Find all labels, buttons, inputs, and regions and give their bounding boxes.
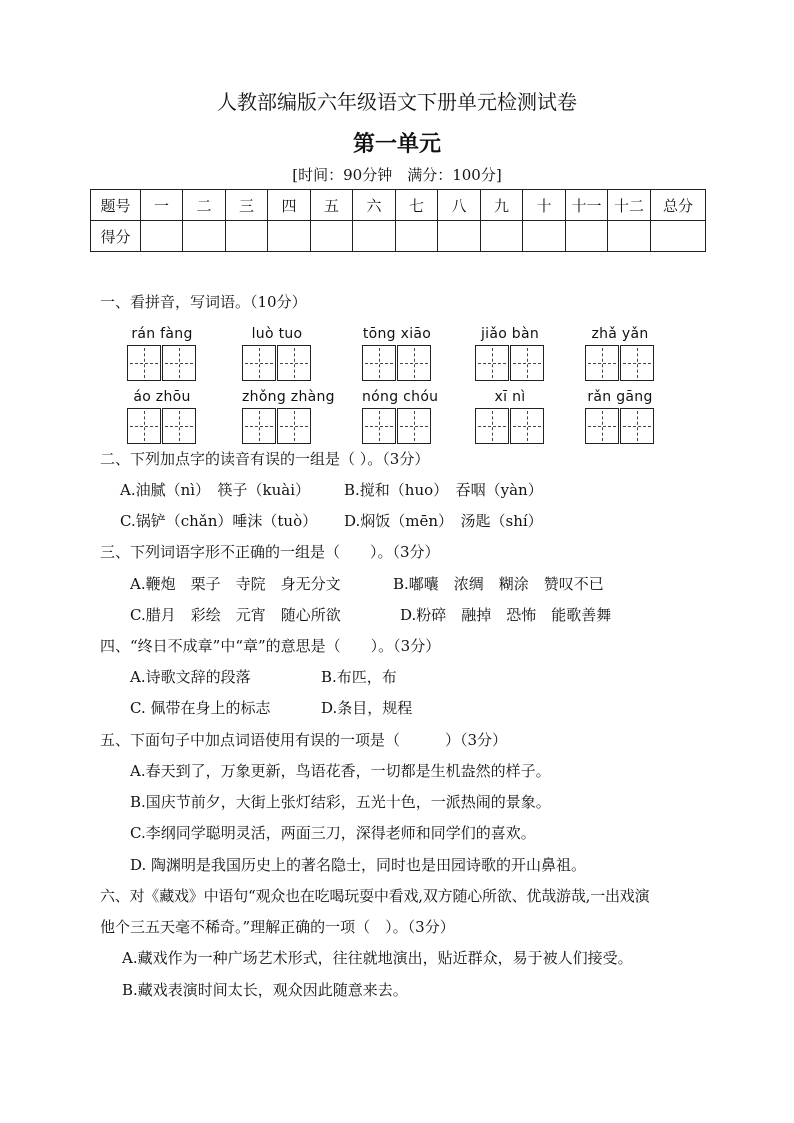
- question-4-stem: 四、“终日不成章”中“章”的意思是（ ）。（3分）: [100, 637, 441, 655]
- pinyin-label: rǎn gāng: [587, 389, 653, 405]
- score-input-cell[interactable]: [523, 221, 566, 252]
- score-table-score-row: [91, 221, 706, 252]
- tianzige-box[interactable]: [475, 345, 509, 381]
- pinyin-label: xī nì: [494, 389, 526, 405]
- unit-title: 第一单元: [352, 131, 441, 157]
- question-2-option-a: A.油腻（nì） 筷子（kuài）: [120, 481, 311, 499]
- tianzige-box[interactable]: [620, 345, 654, 381]
- question-5-option-c: C.李纲同学聪明灵活，两面三刀，深得老师和同学们的喜欢。: [130, 824, 536, 842]
- pinyin-label: rán fàng: [131, 326, 193, 342]
- question-5-option-d: D. 陶渊明是我国历史上的著名隐士，同时也是田园诗歌的开山鼻祖。: [130, 856, 587, 874]
- pinyin-group: [242, 388, 335, 444]
- tianzige-box[interactable]: [510, 408, 544, 444]
- score-input-cell[interactable]: [396, 221, 438, 252]
- score-table-cell: 十: [523, 190, 566, 221]
- score-table-cell: 题号: [91, 190, 141, 221]
- question-4-option-d: D.条目，规程: [321, 699, 413, 717]
- score-input-cell[interactable]: [141, 221, 183, 252]
- pinyin-group: [585, 388, 655, 444]
- pinyin-group: [127, 388, 197, 444]
- tianzige-box[interactable]: [242, 408, 276, 444]
- tianzige-box[interactable]: [475, 408, 509, 444]
- score-input-cell[interactable]: [353, 221, 396, 252]
- score-input-cell[interactable]: [608, 221, 651, 252]
- tianzige-box[interactable]: [127, 408, 161, 444]
- pinyin-label: nóng chóu: [362, 389, 439, 405]
- score-table-cell: 十一: [566, 190, 608, 221]
- tianzige-box[interactable]: [585, 408, 619, 444]
- question-6-option-b: B.藏戏表演时间太长，观众因此随意来去。: [122, 981, 408, 999]
- score-table-cell: 二: [183, 190, 226, 221]
- tianzige-box[interactable]: [277, 408, 311, 444]
- pinyin-label: jiǎo bàn: [480, 326, 540, 342]
- question-2-stem: 二、下列加点字的读音有误的一组是（ ）。（3分）: [100, 450, 430, 468]
- tianzige-box[interactable]: [585, 345, 619, 381]
- question-2-option-d: D.焖饭（mēn） 汤匙（shí）: [344, 512, 543, 530]
- pinyin-label: luò tuo: [251, 326, 303, 342]
- score-table-cell: 八: [438, 190, 481, 221]
- score-input-cell[interactable]: [311, 221, 353, 252]
- pinyin-group: [362, 325, 432, 381]
- question-2-option-c: C.锅铲（chǎn）唾沫（tuò）: [120, 512, 318, 530]
- tianzige-box[interactable]: [620, 408, 654, 444]
- question-2-option-b: B.搅和（huo） 吞咽（yàn）: [344, 481, 543, 499]
- score-input-cell[interactable]: [438, 221, 481, 252]
- pinyin-group: [475, 388, 545, 444]
- question-3-option-b: B.嘟囔 浓绸 糊涂 赞叹不已: [393, 575, 604, 593]
- tianzige-box[interactable]: [162, 408, 196, 444]
- pinyin-label: zhǒng zhàng: [242, 389, 335, 405]
- question-3-option-c: C.腊月 彩绘 元宵 随心所欲: [130, 606, 341, 624]
- score-input-cell[interactable]: [226, 221, 268, 252]
- question-6-stem-line-2: 他个三五天毫不稀奇。”理解正确的一项（ ）。（3分）: [100, 918, 455, 936]
- score-input-cell[interactable]: [566, 221, 608, 252]
- question-3-stem: 三、下列词语字形不正确的一组是（ ）。（3分）: [100, 543, 440, 561]
- score-row-label: 得分: [91, 221, 141, 252]
- pinyin-group: [127, 325, 197, 381]
- score-table-cell: 六: [353, 190, 396, 221]
- time-and-score-info: [时间：90分钟 满分：100分]: [292, 166, 502, 184]
- tianzige-box[interactable]: [277, 345, 311, 381]
- question-6-option-a: A.藏戏作为一种广场艺术形式，往往就地演出，贴近群众，易于被人们接受。: [122, 949, 633, 967]
- score-table-cell: 七: [396, 190, 438, 221]
- score-table-header-row: [91, 190, 706, 221]
- question-3-option-a: A.鞭炮 栗子 寺院 身无分文: [130, 575, 341, 593]
- question-4-option-a: A.诗歌文辞的段落: [130, 668, 251, 686]
- exam-title: 人教部编版六年级语文下册单元检测试卷: [217, 90, 577, 114]
- pinyin-label: áo zhōu: [133, 389, 191, 405]
- tianzige-box[interactable]: [362, 345, 396, 381]
- score-input-cell[interactable]: [268, 221, 311, 252]
- question-5-option-a: A.春天到了，万象更新，鸟语花香，一切都是生机盎然的样子。: [130, 762, 551, 780]
- score-table-cell: 九: [481, 190, 523, 221]
- pinyin-group: [242, 325, 312, 381]
- tianzige-box[interactable]: [242, 345, 276, 381]
- question-3-option-d: D.粉碎 融掉 恐怖 能歌善舞: [400, 606, 612, 624]
- score-table-cell: 三: [226, 190, 268, 221]
- score-table-cell: 总分: [651, 190, 706, 221]
- question-1-stem: 一、看拼音，写词语。（10分）: [100, 293, 307, 311]
- pinyin-group: [585, 325, 655, 381]
- question-6-stem-line-1: 六、对《藏戏》中语句“观众也在吃喝玩耍中看戏,双方随心所欲、优哉游哉,一出戏演: [100, 887, 650, 905]
- question-4-option-c: C. 佩带在身上的标志: [130, 699, 271, 717]
- pinyin-label: zhǎ yǎn: [591, 326, 649, 342]
- pinyin-group: [475, 325, 545, 381]
- question-5-option-b: B.国庆节前夕，大街上张灯结彩，五光十色，一派热闹的景象。: [130, 793, 551, 811]
- question-5-stem: 五、下面句子中加点词语使用有误的一项是（ ）（3分）: [100, 731, 508, 749]
- score-input-cell[interactable]: [481, 221, 523, 252]
- tianzige-box[interactable]: [127, 345, 161, 381]
- score-table: [90, 189, 706, 252]
- score-input-cell[interactable]: [183, 221, 226, 252]
- tianzige-box[interactable]: [510, 345, 544, 381]
- score-table-cell: 五: [311, 190, 353, 221]
- tianzige-box[interactable]: [162, 345, 196, 381]
- score-table-cell: 四: [268, 190, 311, 221]
- pinyin-group: [362, 388, 438, 444]
- question-4-option-b: B.布匹，布: [321, 668, 397, 686]
- tianzige-box[interactable]: [397, 345, 431, 381]
- tianzige-box[interactable]: [362, 408, 396, 444]
- score-input-cell[interactable]: [651, 221, 706, 252]
- score-table-cell: 十二: [608, 190, 651, 221]
- pinyin-label: tōng xiāo: [362, 326, 432, 342]
- score-table-cell: 一: [141, 190, 183, 221]
- tianzige-box[interactable]: [397, 408, 431, 444]
